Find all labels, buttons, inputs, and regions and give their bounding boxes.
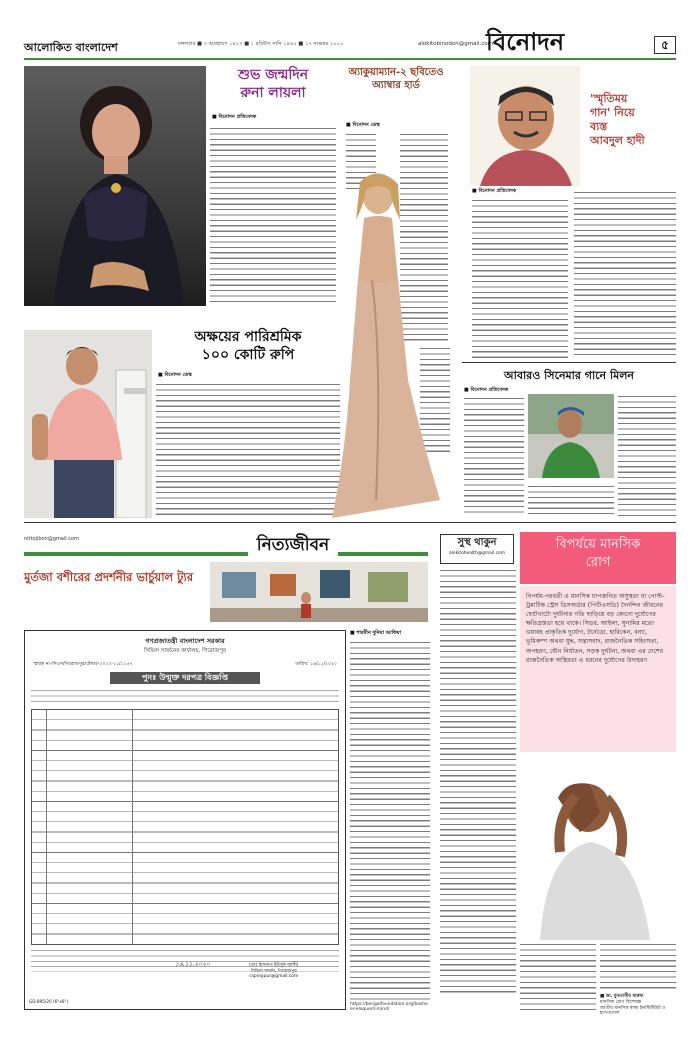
cinema-title: আবারও সিনেমার গানে মিলন (504, 369, 634, 382)
health-author: ■ ডা. মুনতাসীর মারুফ (600, 994, 644, 999)
health-email[interactable]: alokitohealth@gmail.com (448, 551, 506, 556)
tender-signer-role: সিভিল সার্জন, পিরোজপুর (250, 968, 297, 974)
hadi-text-col2 (574, 190, 676, 358)
hadi-headline-block (590, 92, 680, 148)
logo-text: আলোকিত বাংলাদেশ (24, 41, 118, 54)
nitto-section-title: নিত্যজীবন (256, 535, 330, 555)
health-box-title: সুস্থ থাকুন (457, 537, 497, 548)
health-author-role2: জাতীয় মানসিক স্বাস্থ্য ইনস্টিটিউট ও হাসপাতাল (600, 1005, 666, 1017)
runa-laila-illustration (24, 66, 206, 306)
nitto-article-text (350, 640, 430, 1000)
abdul-hadi-illustration (470, 66, 580, 186)
runa-laila-photo (24, 66, 206, 306)
tender-signature-date: ১৬.১১.২০২০ (175, 961, 211, 968)
aquaman-byline: ■ বিনোদন ডেস্ক (346, 122, 380, 128)
section-title: বিনোদন (486, 27, 565, 56)
tender-signer-email[interactable]: cspirojpur@gmail.com (249, 974, 299, 979)
hadi-text-col1 (472, 198, 568, 358)
akshay-title-line2: ১০০ কোটি রুপি (201, 347, 295, 363)
health-author-role1: মানসিক রোগ বিশেষজ্ঞ (600, 999, 642, 1005)
aquaman-headline-block (344, 66, 448, 92)
page-number: ৫ (654, 36, 676, 54)
milon-illustration (528, 394, 614, 478)
nitto-email[interactable]: nittojibon@gmail.com (24, 536, 79, 542)
stressed-man-illustration (520, 756, 676, 940)
abdul-hadi-photo (470, 66, 580, 186)
top-rule (24, 58, 676, 60)
health-headline-box (520, 532, 676, 584)
health-headline-line2: রোগ (585, 555, 611, 570)
health-author-block (600, 994, 676, 1017)
hadi-byline: ■ বিনোদন প্রতিবেদক (472, 188, 517, 194)
tender-code: GD-895/20 (6"x6") (29, 999, 68, 1004)
tender-gov: গণপ্রজাতন্ত্রী বাংলাদেশ সরকার (145, 637, 225, 645)
nitto-headline-block (24, 570, 196, 585)
akshay-kumar-photo (24, 330, 152, 518)
health-headline-line1: বিপর্যয়ে মানসিক (555, 537, 641, 552)
tender-notice (24, 630, 346, 1010)
hadi-title-line1: 'স্মৃতিময় (590, 92, 628, 105)
tender-memo: স্মারক নং-সিএস/পিরোজপুর/টেন্ডার-২০২০-২১/১১৫৭ (33, 662, 133, 667)
health-text-col2 (520, 942, 596, 1012)
aquaman-title: অ্যাকুয়াম্যান-২ ছবিতেও অ্যাম্বার হার্ড (348, 67, 444, 91)
mid-rule (24, 522, 676, 523)
tender-table (31, 709, 339, 945)
tender-title: পুনঃ উন্মুক্ত দরপত্র বিজ্ঞপ্তি (110, 672, 260, 684)
tender-memo-row (25, 656, 345, 668)
nitto-green-bar (24, 552, 428, 556)
tender-signer-block (249, 963, 298, 980)
exhibition-illustration (210, 562, 428, 622)
cinema-text-col1 (464, 396, 524, 516)
cinema-byline: ■ বিনোদন প্রতিবেদক (464, 387, 509, 393)
hadi-title-line3: ব্যস্ত (590, 120, 608, 133)
amber-heard-illustration (312, 160, 442, 518)
runa-byline: ■ বিনোদন প্রতিবেদক (212, 114, 257, 120)
cinema-headline-block (462, 362, 676, 383)
health-lead-box: বিপর্যয়-পরবর্তী এ মানসিক চাপজনিত অসুস্থতা বা পোস্ট-ট্রমাটিক স্ট্রেস ডিসঅর্ডার (পিটিএসডি) দৈনন্দিন জীবনের ছোটখাটো দুর্ঘটনার গতি ছাড়িয়ে বড় কোনো দুর্যোগের ক্ষতিগ্রস্ততা হয়ে থাকে। সিডর, আইলা, সুনামির মতো ভয়াবহ প্রাকৃতিক দুর্যোগ, টর্নেডো, হারিকেন, বন্যা, ভূমিকম্প অথবা যুদ্ধ, সন্ত্রাসবাদ, রাজনৈতিক সহিংসতা, অপহরণ, যৌন নির্যাতন, সড়ক দুর্ঘটনা, অথবা এর দেশের রাজনৈতিক অস্থিরতা এ ধরনের দুর্যোগের উদাহরণ (520, 586, 676, 752)
newspaper-logo (24, 36, 124, 52)
milon-photo (528, 394, 614, 478)
nitto-url[interactable]: https://bengalfoundation.org/basheer-eloquent-mind/ (350, 1002, 428, 1013)
tender-signer: (ডাঃ হাসনাত ইউসুফ জাকী) (249, 963, 299, 968)
nitto-headline: মুর্তজা বশীরের প্রদর্শনীর ভার্চুয়াল ট্যুর (24, 570, 194, 584)
akshay-byline: ■ বিনোদন ডেস্ক (158, 372, 192, 378)
runa-title-line1: শুভ জন্মদিন (237, 67, 309, 83)
section-title-box (486, 24, 594, 58)
cinema-text-col2 (528, 484, 614, 518)
exhibition-photo (210, 562, 428, 622)
cinema-text-col3 (618, 394, 676, 518)
hadi-title-line2: গান' নিয়ে (590, 106, 635, 119)
tender-date: তারিখ: ১৬/১১/২০২০ (295, 662, 337, 667)
nitto-byline: ■ শারমীন দুনিয়া আফিয়া (350, 630, 402, 636)
runa-title-line2: রুনা লায়লা (240, 85, 306, 101)
tender-office: সিভিল সার্জনের কার্যালয়, পিরোজপুর (144, 648, 226, 654)
tender-intro (31, 688, 339, 706)
email-link[interactable]: alokitobinodon@gmail.com (418, 41, 493, 47)
date-line: মঙ্গলবার ■ ৩ অগ্রহায়ণ ১৪২৭ ■ ১ রবিউস সানি ১৪৪২ ■ ১৭ নভেম্বর ২০২০ (178, 41, 344, 47)
health-box (440, 534, 514, 564)
runa-headline-block (210, 66, 336, 116)
akshay-title-line1: অক্ষয়ের পারিশ্রমিক (194, 329, 302, 345)
health-text-col3 (600, 942, 676, 990)
health-text-col1 (440, 568, 516, 996)
akshay-illustration (24, 330, 152, 518)
hadi-title-line4: আবদুল হাদী (590, 134, 645, 147)
health-photo (520, 756, 676, 940)
amber-heard-photo (312, 160, 442, 518)
nitto-section-box (248, 532, 338, 558)
